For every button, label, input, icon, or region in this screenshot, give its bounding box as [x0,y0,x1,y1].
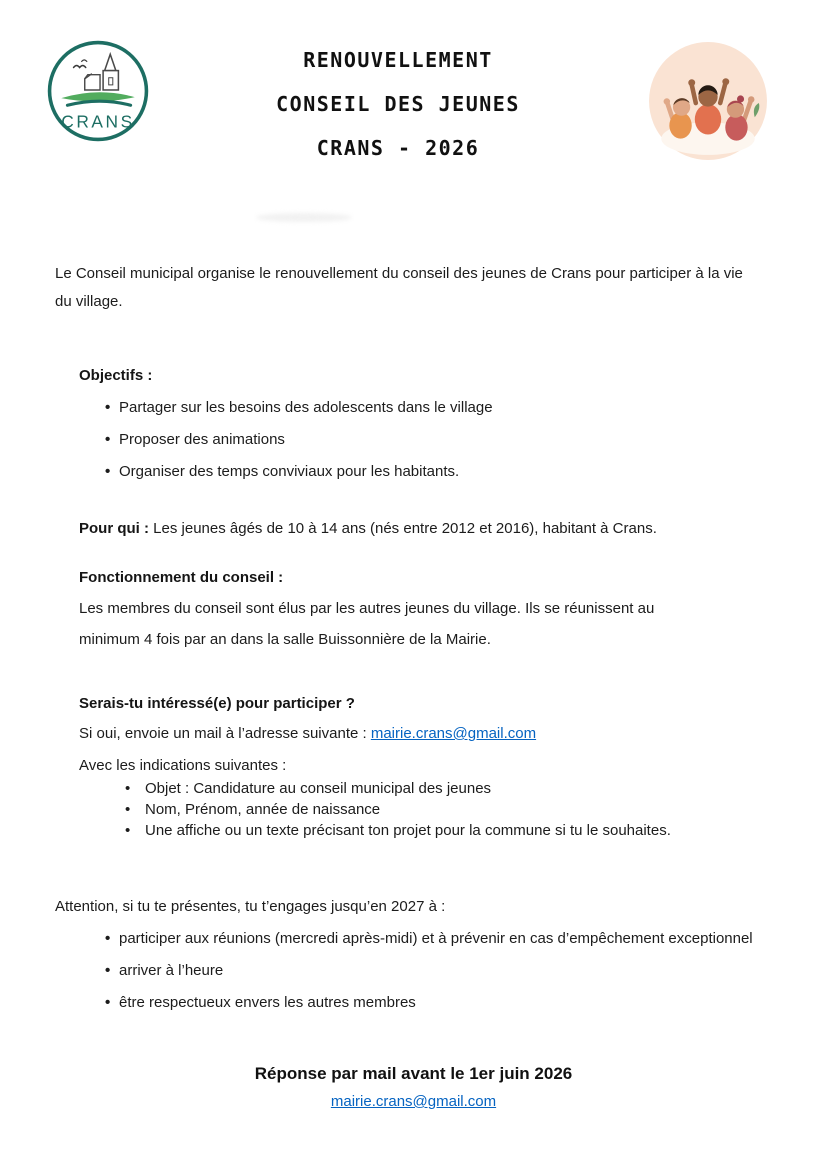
list-item: • Partager sur les besoins des adolescents dans le village [105,396,772,420]
list-item: • Une affiche ou un texte précisant ton projet pour la commune si tu le souhaites. [125,820,772,841]
participate-heading: Serais-tu intéressé(e) pour participer ? [79,695,355,712]
who-text: Les jeunes âgés de 10 à 14 ans (nés entre 2012 et 2016), habitant à Crans. [153,520,657,537]
mail-instruction-line [79,722,772,746]
crans-logo [47,40,149,142]
functioning-line-1: Les membres du conseil sont élus par les autres jeunes du village. Ils se réunissent au [79,600,655,617]
title-line-3: CRANS - 2026 [316,136,480,160]
objectives-heading: Objectifs : [79,367,153,384]
list-item: • être respectueux envers les autres membres [105,991,772,1015]
list-item: • Objet : Candidature au conseil municipal des jeunes [125,778,772,799]
list-item: • participer aux réunions (mercredi après-midi) et à prévenir en cas d’empêchement exceptionnel [105,927,772,951]
indications-list [125,778,772,841]
indications-intro: Avec les indications suivantes : [79,757,287,774]
header [0,0,827,180]
list-item: • Nom, Prénom, année de naissance [125,799,772,820]
deadline-text: Réponse par mail avant le 1er juin 2026 [254,1064,573,1083]
footer [55,1061,772,1114]
flyer-content [0,260,827,1114]
who-label: Pour qui : [79,520,149,537]
village-logo-icon [47,40,149,142]
functioning-line-2: minimum 4 fois par an dans la salle Buissonnière de la Mairie. [79,631,491,648]
document-title [149,40,647,180]
logo-text: CRANS [61,111,135,132]
footer-email-link[interactable]: mairie.crans@gmail.com [330,1093,497,1110]
title-line-1: RENOUVELLEMENT [303,48,493,72]
kids-raising-hands-icon [647,40,769,162]
warning-intro: Attention, si tu te présentes, tu t’engages jusqu’en 2027 à : [55,898,446,915]
email-link[interactable]: mairie.crans@gmail.com [370,725,537,742]
functioning-heading: Fonctionnement du conseil : [79,569,284,586]
list-item: • Organiser des temps conviviaux pour les habitants. [105,460,772,484]
who-line [79,517,772,541]
title-line-2: CONSEIL DES JEUNES [276,92,520,116]
intro-paragraph: Le Conseil municipal organise le renouvellement du conseil des jeunes de Crans pour participer à la vie du village. [55,265,743,310]
objectives-list [105,396,772,484]
list-item: • Proposer des animations [105,428,772,452]
faint-artifact [256,213,352,222]
mail-instruction-text: Si oui, envoie un mail à l’adresse suivante : [79,725,371,742]
kids-illustration [647,40,769,162]
list-item: • arriver à l’heure [105,959,772,983]
warning-list [105,927,772,1015]
